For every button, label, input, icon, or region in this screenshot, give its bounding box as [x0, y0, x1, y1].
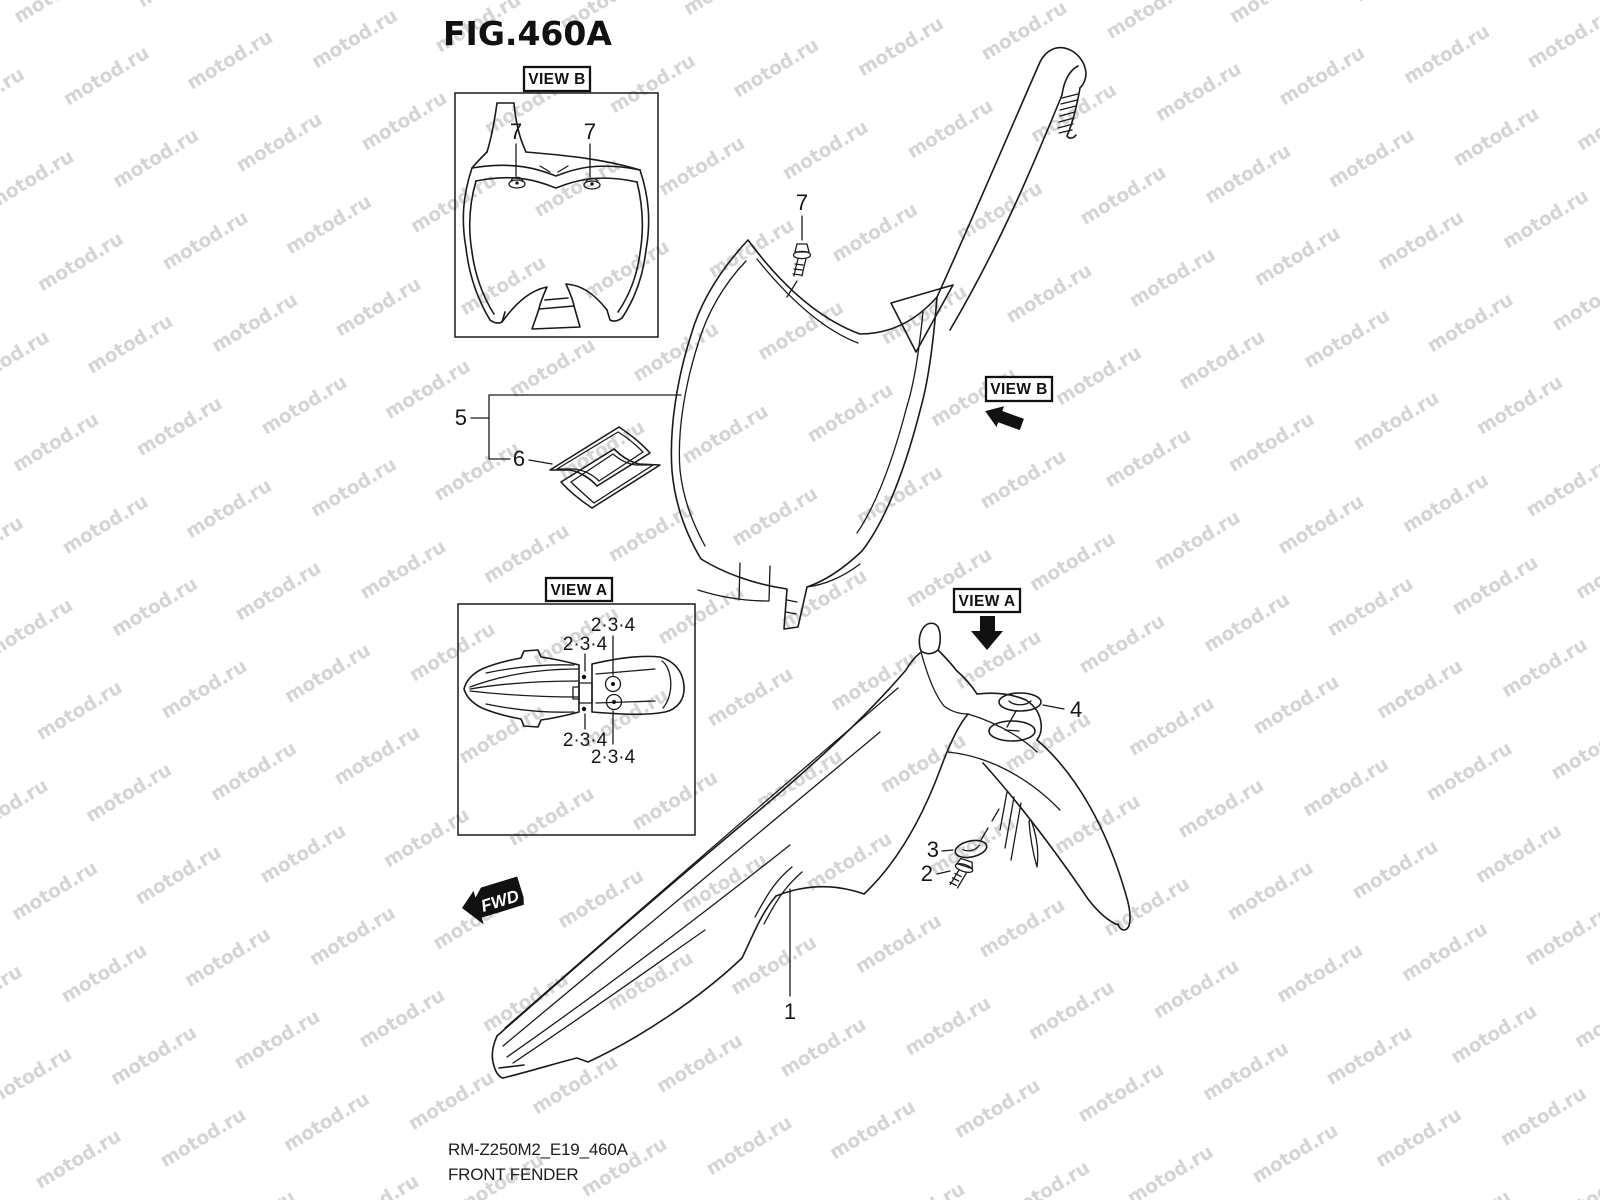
fastener-label: 2·3·4: [562, 730, 608, 751]
part-6-label: 6: [512, 446, 526, 471]
fastener-label: 2·3·4: [562, 634, 608, 655]
view-b-screw-label: 7: [509, 119, 523, 144]
view-a-pointer-label: VIEW A: [958, 593, 1016, 610]
fastener-label: 2·3·4: [590, 747, 636, 768]
part-7-label: 7: [795, 190, 809, 215]
fastener-label: 2·3·4: [590, 615, 636, 636]
fwd-label: FWD: [478, 886, 522, 916]
view-b-screw-label: 7: [583, 119, 597, 144]
view-b-inset-label: VIEW B: [528, 71, 586, 88]
footer-code: RM-Z250M2_E19_460A: [448, 1140, 628, 1159]
view-b-pointer-label: VIEW B: [990, 381, 1048, 398]
part-4-label: 4: [1070, 697, 1083, 722]
figure-title: FIG.460A: [443, 14, 612, 53]
footer-title: FRONT FENDER: [448, 1165, 579, 1184]
view-a-inset-label: VIEW A: [550, 582, 608, 599]
part-2-label: 2: [920, 861, 933, 886]
part-1-label: 1: [783, 999, 797, 1024]
part-5-label: 5: [454, 405, 467, 430]
part-3-label: 3: [926, 837, 939, 862]
